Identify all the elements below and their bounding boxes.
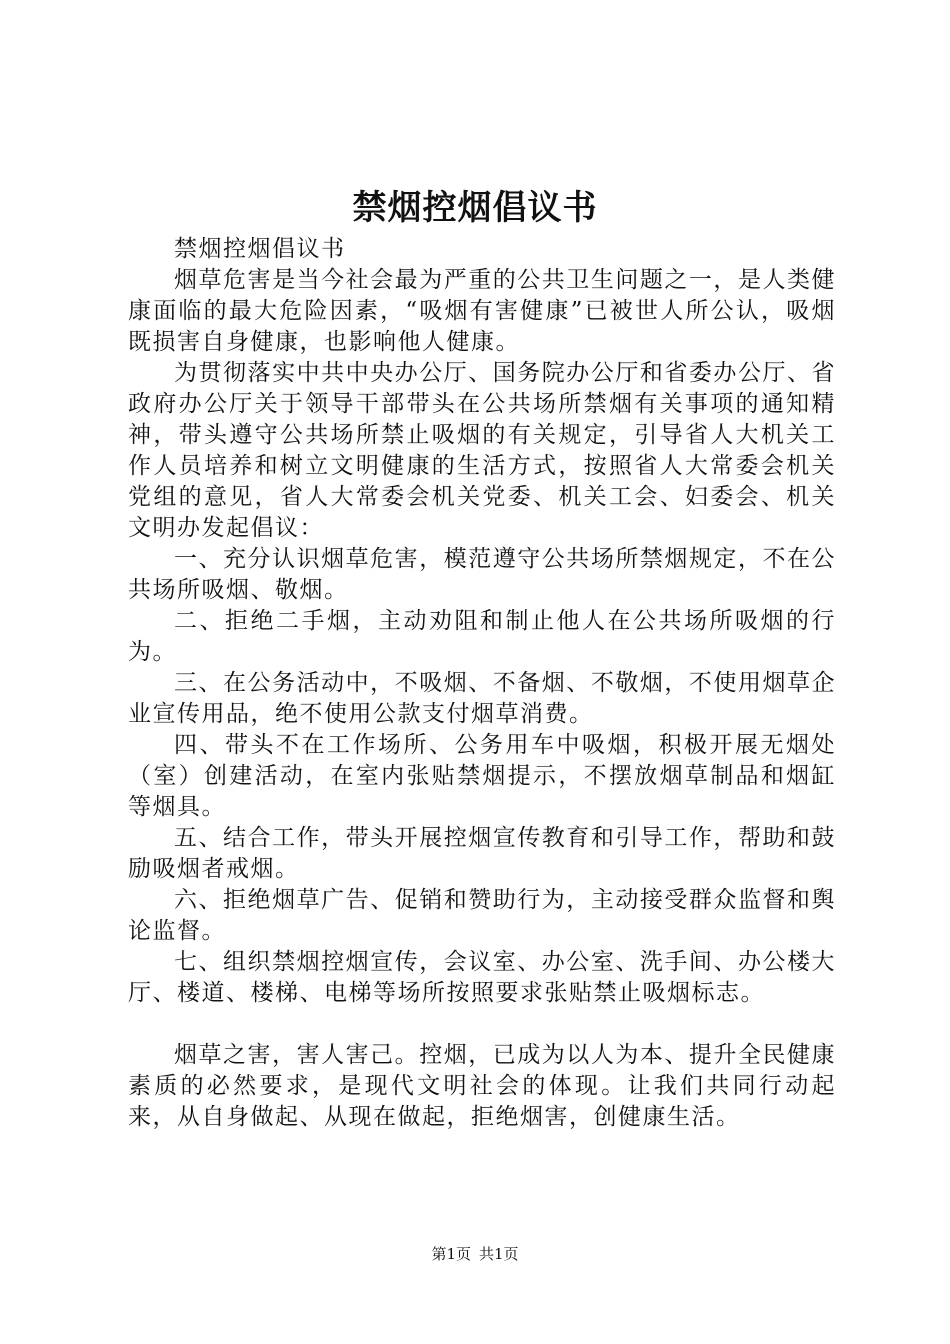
paragraph-heading: 禁烟控烟倡议书: [174, 236, 346, 262]
paragraph-item-4: 四、带头不在工作场所、公务用车中吸烟，积极开展无烟处（室）创建活动，在室内张贴禁烟提示，不摆放烟草制品和烟缸等烟具。: [128, 732, 836, 820]
page-footer: [0, 1244, 950, 1264]
paragraph-item-3: 三、在公务活动中，不吸烟、不备烟、不敬烟，不使用烟草企业宣传用品，绝不使用公款支付烟草消费。: [128, 670, 836, 727]
paragraph-intro: 烟草危害是当今社会最为严重的公共卫生问题之一，是人类健康面临的最大危险因素，“吸烟有害健康”已被世人所公认，吸烟既损害自身健康，也影响他人健康。: [128, 267, 836, 355]
page-number-current: 第1页: [431, 1245, 471, 1263]
paragraph-item-7: 七、组织禁烟控烟宣传，会议室、办公室、洗手间、办公楼大厅、楼道、楼梯、电梯等场所按照要求张贴禁止吸烟标志。: [128, 949, 836, 1006]
paragraph-item-5: 五、结合工作，带头开展控烟宣传教育和引导工作，帮助和鼓励吸烟者戒烟。: [128, 825, 836, 882]
document-body: [128, 234, 836, 1133]
paragraph-item-2: 二、拒绝二手烟，主动劝阻和制止他人在公共场所吸烟的行为。: [128, 608, 836, 665]
paragraph-conclusion: 烟草之害，害人害己。控烟，已成为以人为本、提升全民健康素质的必然要求，是现代文明社会的体现。让我们共同行动起来，从自身做起、从现在做起，拒绝烟害，创健康生活。: [128, 1042, 836, 1130]
paragraph-item-1: 一、充分认识烟草危害，模范遵守公共场所禁烟规定，不在公共场所吸烟、敬烟。: [128, 546, 836, 603]
page-number-total: 共1页: [479, 1245, 519, 1263]
paragraph-purpose: 为贯彻落实中共中央办公厅、国务院办公厅和省委办公厅、省政府办公厅关于领导干部带头在公共场所禁烟有关事项的通知精神，带头遵守公共场所禁止吸烟的有关规定，引导省人大机关工作人员培养和树立文明健康的生活方式，按照省人大常委会机关党组的意见，省人大常委会机关党委、机关工会、妇委会、机关文明办发起倡议：: [128, 360, 836, 541]
paragraph-item-6: 六、拒绝烟草广告、促销和赞助行为，主动接受群众监督和舆论监督。: [128, 887, 836, 944]
document-title: 禁烟控烟倡议书: [352, 188, 598, 228]
